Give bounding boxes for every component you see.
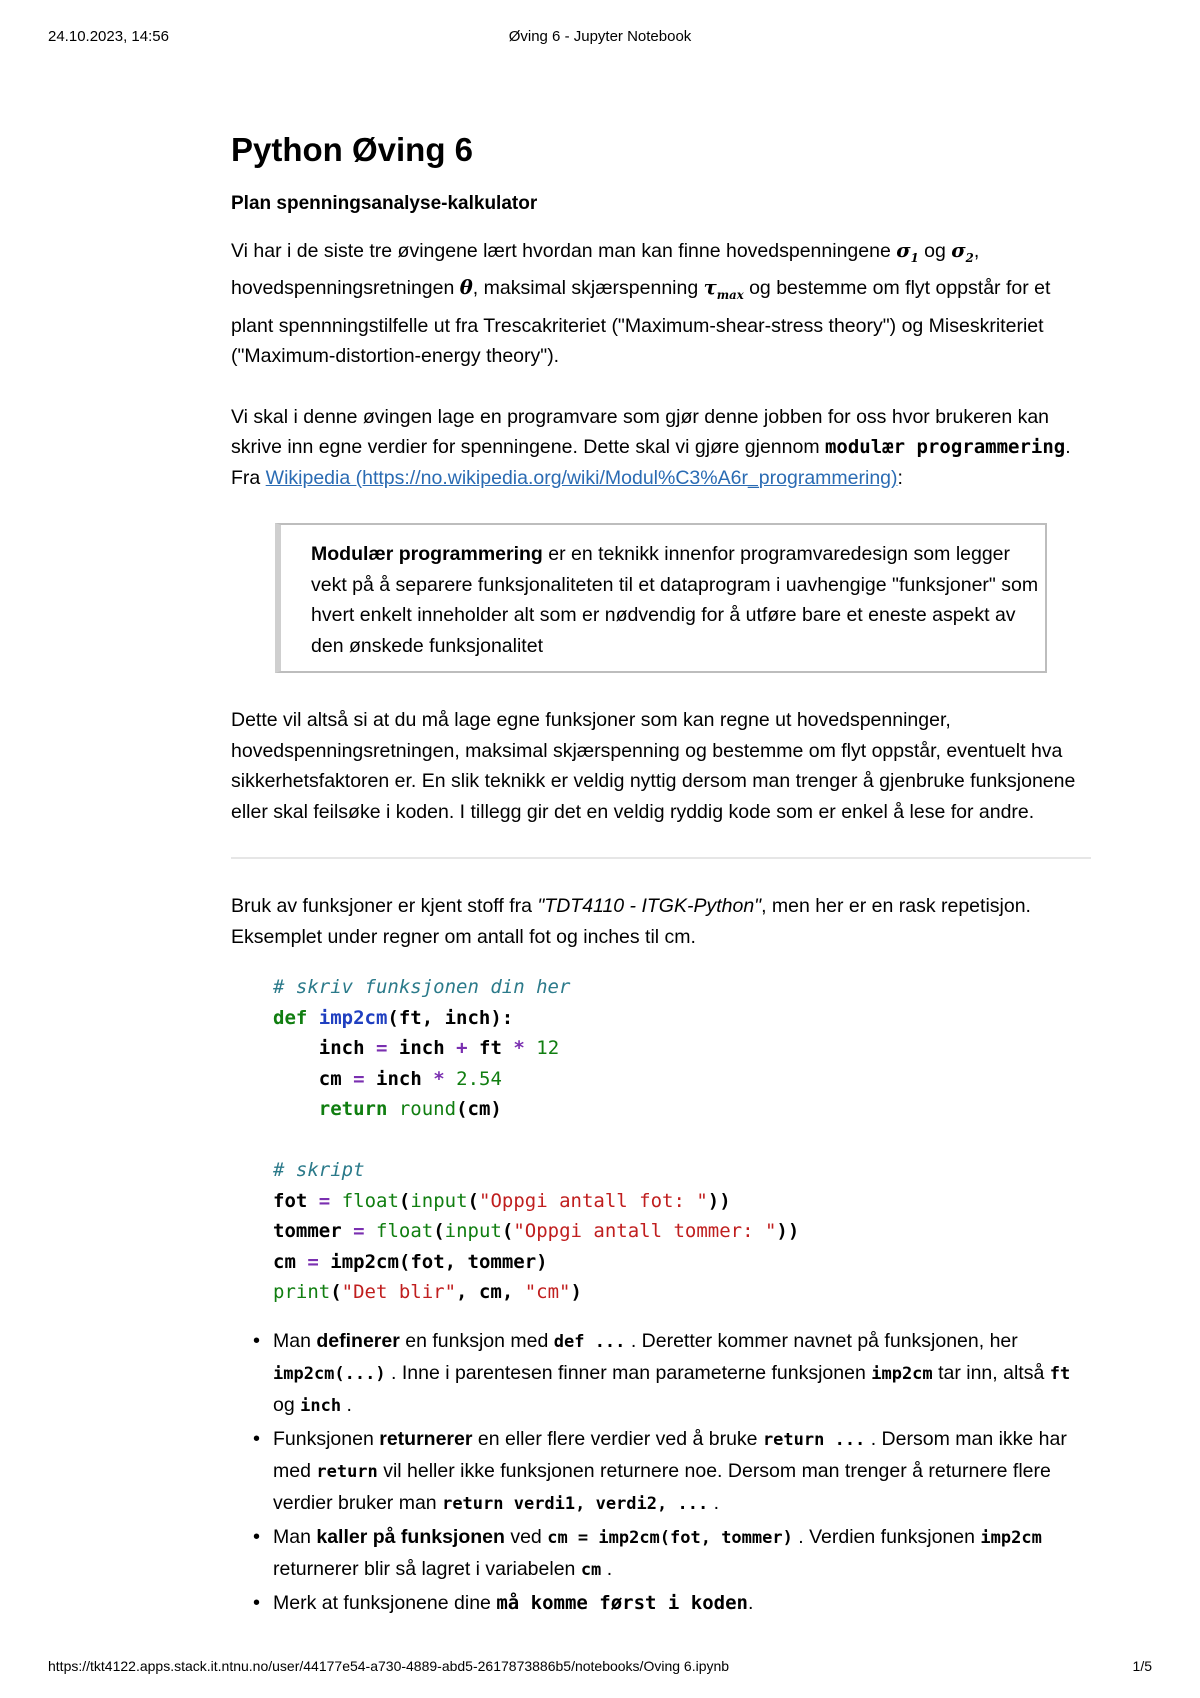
text-span: . xyxy=(708,1491,720,1514)
intro-paragraph xyxy=(231,236,1091,372)
text-span: Man xyxy=(273,1329,317,1352)
text-span: en funksjon med xyxy=(399,1329,554,1352)
code-text: fot xyxy=(273,1189,308,1212)
code-example: # skriv funksjonen din her def imp2cm(ft, inch): inch = inch + ft * 12 cm = inch * 2.54 return round(cm) # skript fot = float(input("Oppgi antall fot: ")) tommer = float(input("Oppgi antall tommer: ")) cm = imp2cm(fot, tommer) print("Det blir", cm, "cm") xyxy=(273,976,800,1304)
text-span: og bestemme om flyt oppstår for et plant spennningstilfelle ut fra Trescakriteriet ("Maximum-shear-stress theory") og Miseskriteriet ("Maximum-distortion-energy theory"). xyxy=(231,277,1051,368)
code-indent xyxy=(273,1037,319,1059)
text-span: . xyxy=(601,1557,613,1580)
text-span: , maksimal skjærspenning xyxy=(472,277,704,300)
functions-intro-paragraph xyxy=(231,891,1091,952)
text-span: Vi har i de siste tre øvingene lært hvordan man kan finne hovedspenningene xyxy=(231,240,897,262)
text-span: . Verdien funksjonen xyxy=(792,1525,981,1548)
text-span: Funksjonen xyxy=(273,1427,380,1450)
code-operator: = xyxy=(307,1250,319,1273)
text-span: . Inne i parentesen finner man parameterne funksjonen xyxy=(385,1361,872,1384)
bold-term: kaller på funksjonen xyxy=(316,1525,505,1548)
code-operator: = xyxy=(375,1037,388,1060)
code-text: (cm) xyxy=(456,1098,502,1121)
page-number: 1/5 xyxy=(1132,1658,1152,1674)
inline-code: ft xyxy=(1049,1363,1071,1384)
quote-rest: er en teknikk innenfor programvaredesign som legger vekt på å separere funksjonaliteten til et dataprogram i uavhengige "funksjoner" som hvert enkelt inneholder alt som er nødvendig for å utføre bare et eneste aspekt av den ønskede funksjonalitet xyxy=(311,543,1039,657)
code-text: cm xyxy=(318,1067,342,1090)
print-title: Øving 6 - Jupyter Notebook xyxy=(508,28,692,45)
inline-code: imp2cm xyxy=(980,1527,1042,1548)
code-keyword: def xyxy=(273,1006,308,1029)
code-builtin: round xyxy=(398,1098,457,1121)
print-footer xyxy=(48,1658,1152,1678)
cell-divider xyxy=(231,857,1091,859)
function-notes-list xyxy=(231,1326,1091,1619)
text-span: og xyxy=(918,240,952,262)
code-text: inch xyxy=(376,1067,422,1090)
text-span: og xyxy=(273,1393,301,1416)
code-indent xyxy=(273,1068,319,1090)
code-builtin: float xyxy=(376,1220,434,1243)
text-span: . xyxy=(341,1393,352,1416)
inline-code: return ... xyxy=(762,1429,866,1450)
course-name: "TDT4110 - ITGK-Python" xyxy=(537,895,762,918)
text-span: . Fra xyxy=(231,436,1071,489)
code-comment: # skript xyxy=(273,1159,365,1182)
math-symbol: σ xyxy=(951,239,966,262)
list-item xyxy=(273,1522,1091,1586)
code-text: (fot, tommer) xyxy=(398,1250,548,1273)
inline-code: imp2cm(...) xyxy=(273,1363,386,1384)
code-text: imp2cm xyxy=(330,1250,399,1273)
code-string: "Oppgi antall tommer: " xyxy=(513,1220,777,1243)
text-span: returnerer blir så lagret i variabelen xyxy=(273,1557,581,1580)
text-span: , hovedspenningsretningen xyxy=(231,240,980,300)
code-number: 12 xyxy=(536,1037,560,1060)
code-builtin: float xyxy=(341,1189,399,1212)
print-header xyxy=(48,28,1152,48)
code-keyword: return xyxy=(318,1098,388,1121)
text-span: Vi skal i denne øvingen lage en programvare som gjør denne jobben for oss hvor brukeren kan skrive inn egne verdier for spenningene. Dette skal vi gjøre gjennom xyxy=(231,405,1050,459)
text-span: . xyxy=(747,1591,754,1614)
math-theta: θ xyxy=(459,276,473,300)
code-operator: = xyxy=(353,1067,365,1090)
quote-bold: Modulær programmering xyxy=(311,543,543,566)
code-operator: * xyxy=(513,1037,525,1060)
inline-code: cm xyxy=(580,1559,602,1580)
bold-term: modulær programmering xyxy=(824,436,1066,459)
inline-code: inch xyxy=(300,1395,342,1416)
code-string: "cm" xyxy=(524,1281,571,1304)
text-span: . Dersom man ikke har med xyxy=(273,1427,1067,1482)
code-operator: = xyxy=(353,1220,365,1243)
page-title: Python Øving 6 xyxy=(231,131,474,168)
code-indent xyxy=(273,1098,319,1120)
modular-paragraph xyxy=(231,402,1091,494)
math-tau-max xyxy=(703,276,744,303)
code-operator: + xyxy=(456,1037,468,1060)
section-subtitle: Plan spenningsanalyse-kalkulator xyxy=(231,193,538,214)
inline-code: def ... xyxy=(553,1331,626,1352)
code-function-name: imp2cm xyxy=(318,1006,388,1029)
text-span: . Deretter kommer navnet på funksjonen, her xyxy=(625,1329,1018,1352)
text-span: , men her er en rask repetisjon. Eksemplet under regner om antall fot og inches til cm. xyxy=(231,895,1031,948)
explanation-paragraph: Dette vil altså si at du må lage egne funksjoner som kan regne ut hovedspenninger, hovedspenningsretningen, maksimal skjærspenning og bestemme om flyt oppstår, eventuelt hva sikkerhetsfaktoren er. En slik teknikk er veldig nyttig dersom man trenger å gjenbruke funksjonene eller skal feilsøke i koden. I tillegg gir det en veldig ryddig kode som er enkel å lese for andre. xyxy=(231,709,1076,823)
list-item xyxy=(273,1326,1091,1422)
print-datetime: 24.10.2023, 14:56 xyxy=(48,28,169,45)
math-symbol: σ xyxy=(896,239,911,262)
text-span: : xyxy=(897,466,903,489)
code-builtin: print xyxy=(273,1281,331,1304)
text-span: Man xyxy=(273,1525,317,1548)
list-item xyxy=(273,1588,1091,1619)
text-span: ved xyxy=(504,1525,548,1548)
math-subscript: max xyxy=(716,288,744,303)
blockquote xyxy=(275,523,1047,673)
code-text: inch xyxy=(318,1037,365,1060)
code-comment: # skriv funksjonen din her xyxy=(273,976,571,999)
math-sigma1 xyxy=(896,239,919,265)
code-text: tommer xyxy=(273,1220,342,1243)
quote-text xyxy=(311,539,1045,661)
bold-term: må komme først i koden xyxy=(496,1591,748,1614)
text-span: Merk at funksjonene dine xyxy=(273,1591,497,1614)
text-span: Bruk av funksjoner er kjent stoff fra xyxy=(231,895,538,918)
code-operator: * xyxy=(433,1067,445,1090)
bold-term: definerer xyxy=(316,1329,400,1352)
code-text: (ft, inch): xyxy=(387,1006,514,1029)
text-span: tar inn, altså xyxy=(932,1361,1050,1384)
print-url: https://tkt4122.apps.stack.it.ntnu.no/user/44177e54-a730-4889-abd5-2617873886b5/notebooks/Oving 6.ipynb xyxy=(48,1658,730,1674)
math-sigma2 xyxy=(951,239,974,265)
notebook-content xyxy=(231,130,1091,1621)
inline-code: return xyxy=(316,1461,378,1482)
text-span: vil heller ikke funksjonen returnere noe. Dersom man trenger å returnere flere verdier bruker man xyxy=(273,1459,1051,1514)
math-symbol: τ xyxy=(703,276,717,300)
list-item xyxy=(273,1424,1091,1520)
inline-code: cm = imp2cm(fot, tommer) xyxy=(547,1527,793,1548)
text-span: en eller flere verdier ved å bruke xyxy=(472,1427,763,1450)
wikipedia-link[interactable]: Wikipedia (https://no.wikipedia.org/wiki/Modul%C3%A6r_programmering) xyxy=(265,466,898,489)
code-text: cm xyxy=(273,1250,296,1273)
inline-code: return verdi1, verdi2, ... xyxy=(442,1493,709,1514)
code-text: cm xyxy=(478,1281,502,1304)
code-string: "Det blir" xyxy=(341,1281,457,1304)
code-builtin: input xyxy=(444,1220,502,1243)
code-builtin: input xyxy=(410,1189,468,1212)
code-operator: = xyxy=(318,1189,331,1212)
inline-code: imp2cm xyxy=(871,1363,933,1384)
code-text: inch xyxy=(398,1037,445,1060)
code-text: ft xyxy=(479,1037,502,1060)
code-string: "Oppgi antall fot: " xyxy=(479,1189,708,1212)
code-number: 2.54 xyxy=(456,1067,502,1090)
math-subscript: 2 xyxy=(965,250,974,265)
math-subscript: 1 xyxy=(910,250,919,265)
bold-term: returnerer xyxy=(379,1427,473,1450)
